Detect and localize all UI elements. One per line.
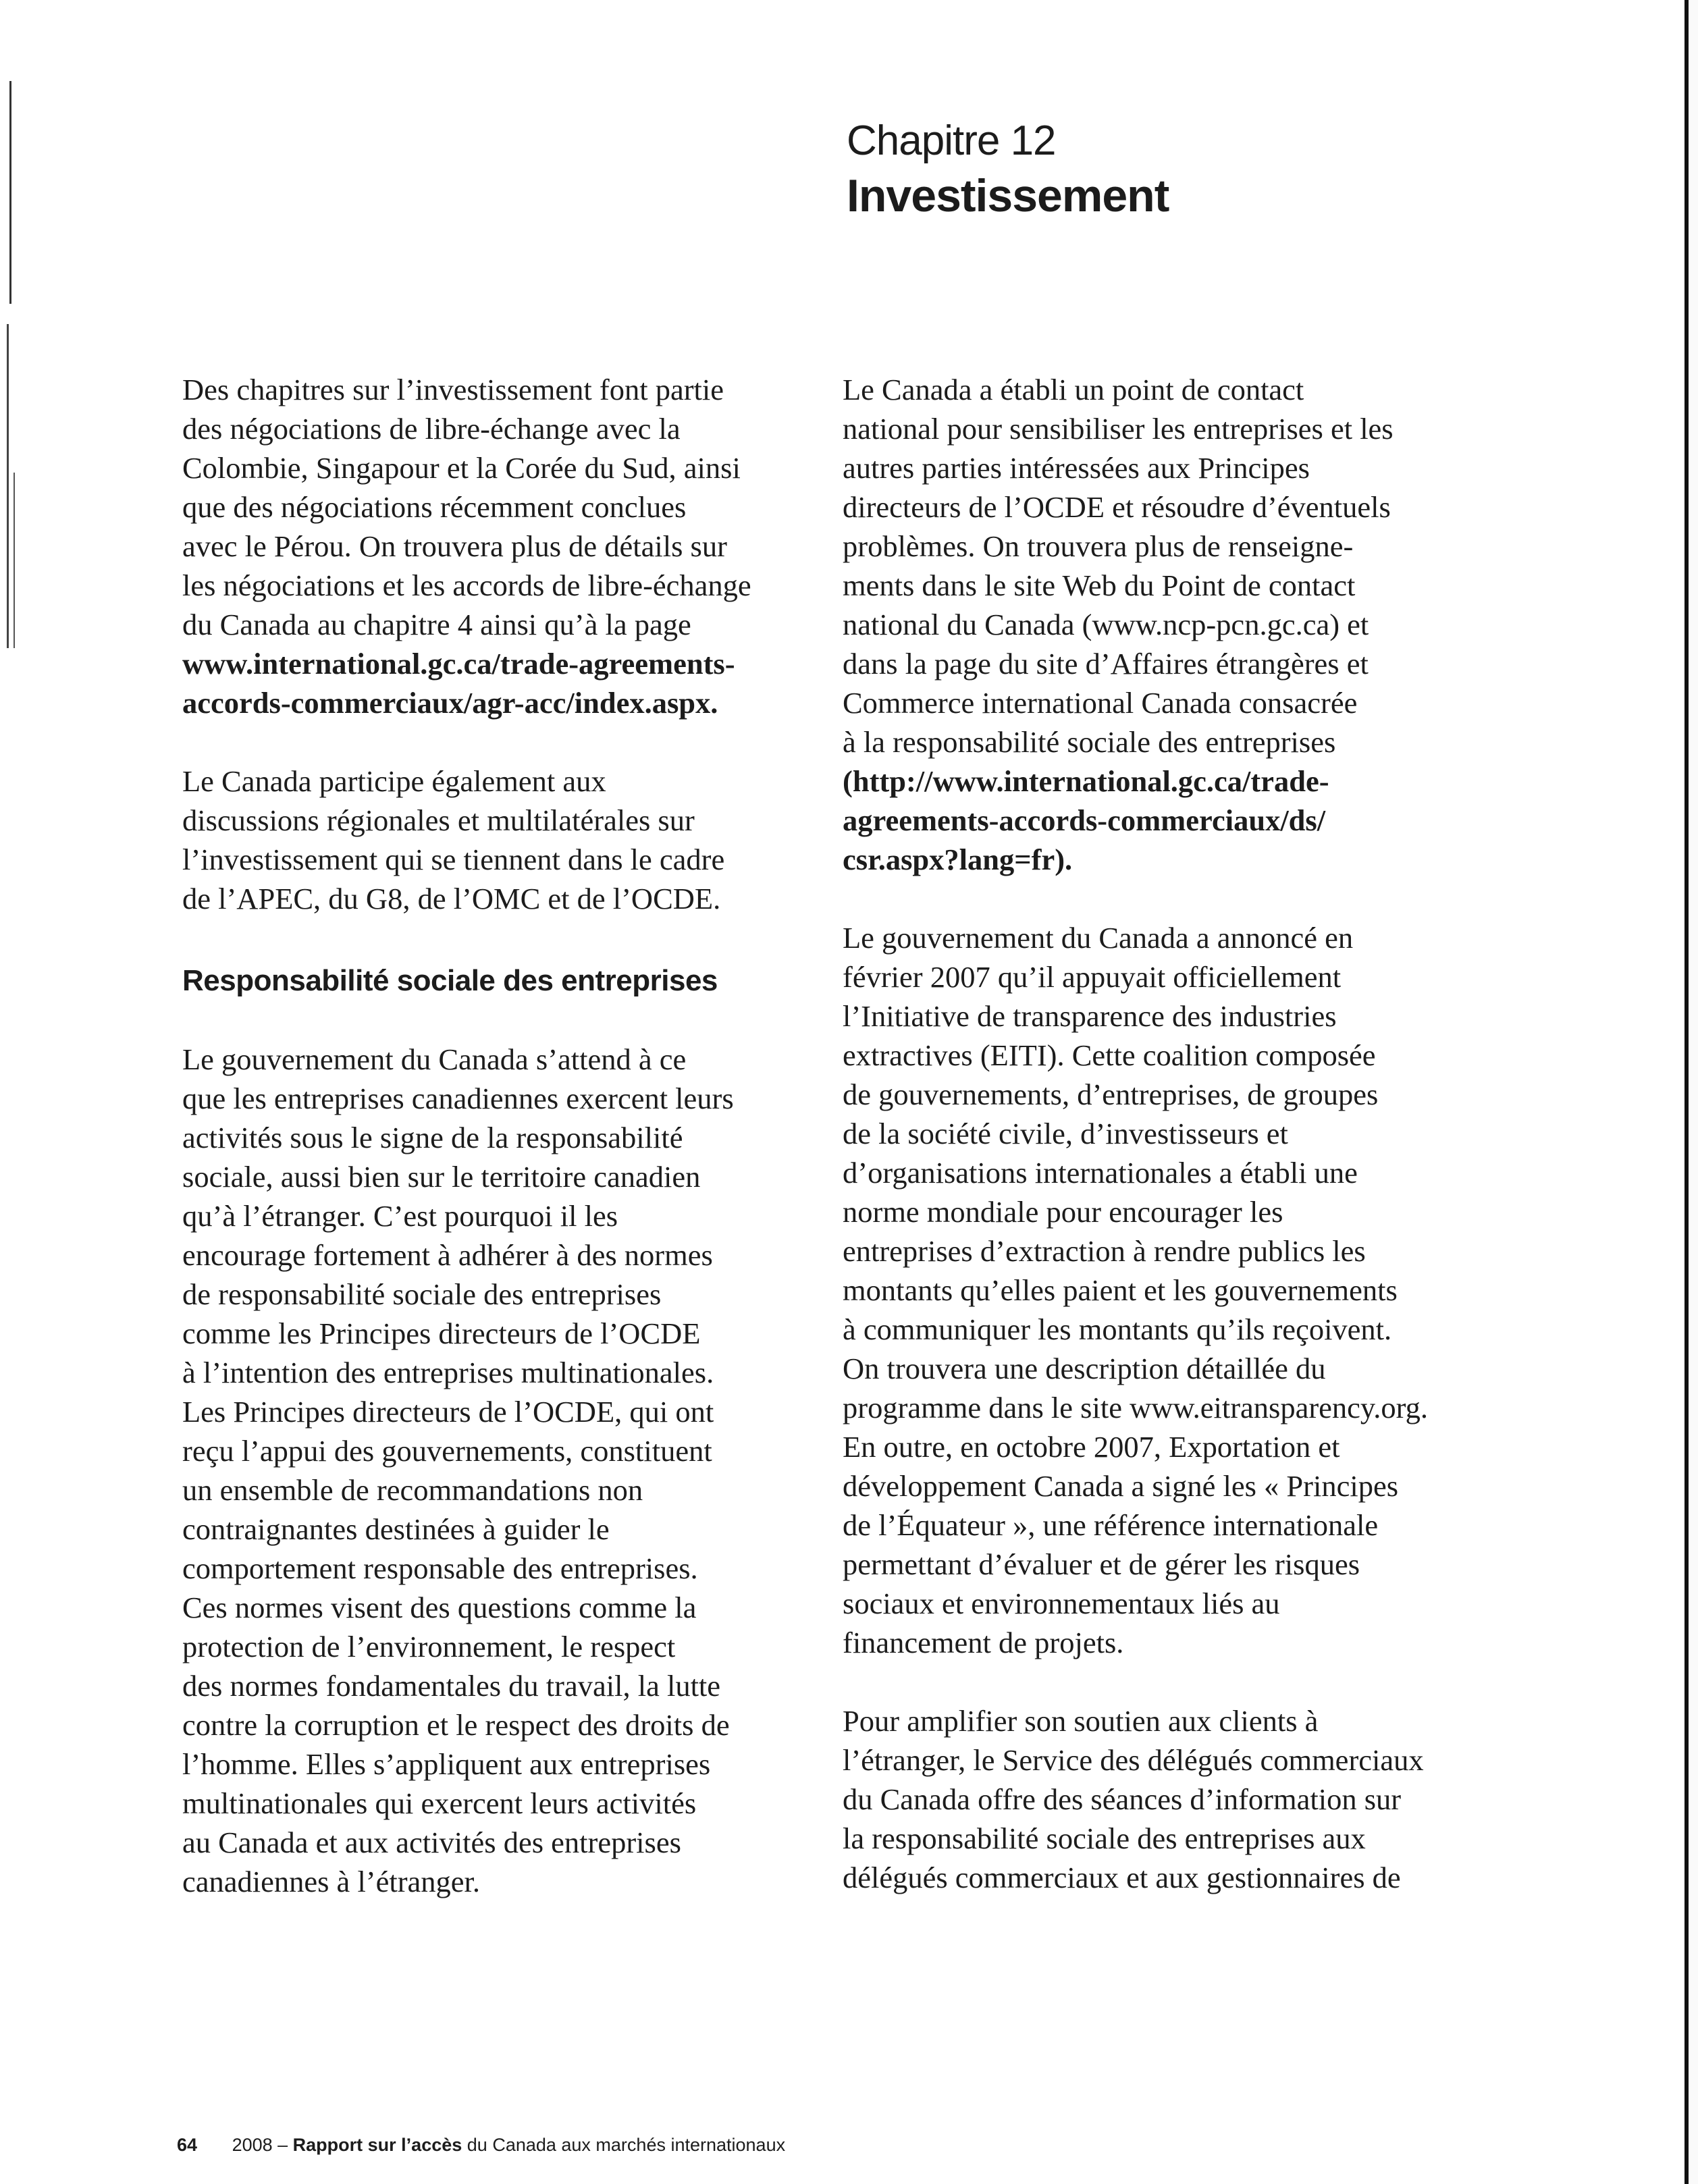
- paragraph: [843, 1701, 1491, 1897]
- paragraph: [182, 370, 830, 722]
- text-line: Le gouvernement du Canada a annoncé en: [843, 921, 1354, 955]
- paragraph: [182, 762, 830, 918]
- text-line: multinationales qui exercent leurs activités: [182, 1786, 697, 1820]
- text-line: des négociations de libre-échange avec la: [182, 412, 681, 446]
- section-heading: Responsabilité sociale des entreprises: [182, 964, 718, 997]
- text-line: discussions régionales et multilatérales sur: [182, 803, 695, 837]
- text-line: programme dans le site www.eitransparency.org.: [843, 1391, 1429, 1424]
- text-line: comme les Principes directeurs de l’OCDE: [182, 1316, 701, 1350]
- footer-title-rest: du Canada aux marchés internationaux: [467, 2135, 786, 2155]
- text-line: les négociations et les accords de libre-échange: [182, 568, 751, 602]
- text-line: avec le Pérou. On trouvera plus de détails sur: [182, 529, 727, 563]
- scan-edge-left: [7, 324, 9, 648]
- text-line: un ensemble de recommandations non: [182, 1473, 643, 1507]
- text-line: norme mondiale pour encourager les: [843, 1195, 1283, 1229]
- chapter-header: [847, 115, 1589, 224]
- text-line: financement de projets.: [843, 1626, 1124, 1659]
- text-line: directeurs de l’OCDE et résoudre d’éventuels: [843, 490, 1391, 524]
- text-line: du Canada au chapitre 4 ainsi qu’à la page: [182, 608, 691, 641]
- text-line: du Canada offre des séances d’information sur: [843, 1782, 1402, 1816]
- paragraph: [843, 370, 1491, 879]
- text-line: qu’à l’étranger. C’est pourquoi il les: [182, 1199, 618, 1233]
- text-line: l’investissement qui se tiennent dans le cadre: [182, 843, 725, 876]
- text-line: On trouvera une description détaillée du: [843, 1352, 1326, 1385]
- text-line: dans la page du site d’Affaires étrangères et: [843, 647, 1369, 681]
- text-line: que les entreprises canadiennes exercent leurs: [182, 1082, 734, 1115]
- page-number: 64: [177, 2135, 198, 2155]
- text-line: à l’intention des entreprises multinationales.: [182, 1356, 714, 1389]
- chapter-title: Investissement: [847, 170, 1169, 221]
- text-line: de la société civile, d’investisseurs et: [843, 1117, 1288, 1150]
- chapter-number: Chapitre 12: [847, 117, 1056, 164]
- text-line: montants qu’elles paient et les gouvernements: [843, 1273, 1398, 1307]
- page-footer: [177, 2133, 785, 2156]
- text-line: de gouvernements, d’entreprises, de groupes: [843, 1077, 1379, 1111]
- text-line: de l’APEC, du G8, de l’OMC et de l’OCDE.: [182, 882, 721, 915]
- text-line: l’étranger, le Service des délégués commerciaux: [843, 1743, 1424, 1777]
- text-line: entreprises d’extraction à rendre publics les: [843, 1234, 1366, 1268]
- text-line: des normes fondamentales du travail, la lutte: [182, 1669, 721, 1703]
- text-line: En outre, en octobre 2007, Exportation et: [843, 1430, 1340, 1464]
- text-line: encourage fortement à adhérer à des normes: [182, 1238, 713, 1272]
- text-line: d’organisations internationales a établi une: [843, 1156, 1358, 1190]
- link-text-line: www.international.gc.ca/trade-agreements-: [182, 647, 735, 681]
- text-line: délégués commerciaux et aux gestionnaires de: [843, 1861, 1401, 1894]
- text-line: à communiquer les montants qu’ils reçoivent.: [843, 1312, 1392, 1346]
- text-line: l’homme. Elles s’appliquent aux entreprises: [182, 1747, 711, 1781]
- text-line: canadiennes à l’étranger.: [182, 1865, 481, 1898]
- paragraph: [843, 918, 1491, 1662]
- text-line: au Canada et aux activités des entreprises: [182, 1826, 681, 1859]
- text-line: Les Principes directeurs de l’OCDE, qui ont: [182, 1395, 714, 1429]
- text-line: protection de l’environnement, le respect: [182, 1630, 676, 1663]
- scan-edge-left: [14, 473, 15, 648]
- link-text-line: (http://www.international.gc.ca/trade-: [843, 764, 1329, 798]
- text-line: Le gouvernement du Canada s’attend à ce: [182, 1042, 687, 1076]
- text-line: Ces normes visent des questions comme la: [182, 1591, 697, 1624]
- text-line: Le Canada participe également aux: [182, 764, 606, 798]
- text-line: Le Canada a établi un point de contact: [843, 373, 1304, 406]
- footer-title-bold: Rapport sur l’accès: [292, 2135, 462, 2155]
- text-line: contre la corruption et le respect des droits de: [182, 1708, 730, 1742]
- text-line: Des chapitres sur l’investissement font partie: [182, 373, 724, 406]
- text-line: développement Canada a signé les « Principes: [843, 1469, 1399, 1503]
- text-line: sociale, aussi bien sur le territoire canadien: [182, 1160, 701, 1194]
- text-line: la responsabilité sociale des entreprises aux: [843, 1821, 1366, 1855]
- text-line: février 2007 qu’il appuyait officiellement: [843, 960, 1342, 994]
- text-line: national du Canada (www.ncp-pcn.gc.ca) et: [843, 608, 1369, 641]
- text-line: activités sous le signe de la responsabilité: [182, 1121, 683, 1154]
- scan-edge-left: [9, 81, 11, 304]
- link-text-line: csr.aspx?lang=fr).: [843, 843, 1073, 876]
- text-line: problèmes. On trouvera plus de renseigne-: [843, 529, 1354, 563]
- text-line: comportement responsable des entreprises.: [182, 1551, 698, 1585]
- text-line: reçu l’appui des gouvernements, constituent: [182, 1434, 712, 1468]
- link-text-line: accords-commerciaux/agr-acc/index.aspx.: [182, 686, 718, 720]
- text-line: ments dans le site Web du Point de contact: [843, 568, 1356, 602]
- text-line: autres parties intéressées aux Principes: [843, 451, 1310, 485]
- right-column: [843, 370, 1491, 1936]
- text-line: national pour sensibiliser les entreprises et les: [843, 412, 1394, 446]
- link-text-line: agreements-accords-commerciaux/ds/: [843, 803, 1326, 837]
- text-line: permettant d’évaluer et de gérer les risques: [843, 1547, 1360, 1581]
- paragraph: [182, 1040, 830, 1901]
- text-line: que des négociations récemment conclues: [182, 490, 687, 524]
- text-line: extractives (EITI). Cette coalition composée: [843, 1038, 1376, 1072]
- text-line: à la responsabilité sociale des entreprises: [843, 725, 1336, 759]
- text-line: l’Initiative de transparence des industries: [843, 999, 1337, 1033]
- text-line: Pour amplifier son soutien aux clients à: [843, 1704, 1319, 1738]
- scan-edge-right: [1684, 0, 1698, 2184]
- text-line: Commerce international Canada consacrée: [843, 686, 1358, 720]
- text-line: contraignantes destinées à guider le: [182, 1512, 610, 1546]
- text-line: de responsabilité sociale des entreprises: [182, 1277, 662, 1311]
- text-line: Colombie, Singapour et la Corée du Sud, ainsi: [182, 451, 741, 485]
- left-column: [182, 370, 830, 1940]
- text-line: de l’Équateur », une référence internationale: [843, 1508, 1379, 1542]
- footer-year: 2008 –: [232, 2135, 288, 2155]
- text-line: sociaux et environnementaux liés au: [843, 1587, 1280, 1620]
